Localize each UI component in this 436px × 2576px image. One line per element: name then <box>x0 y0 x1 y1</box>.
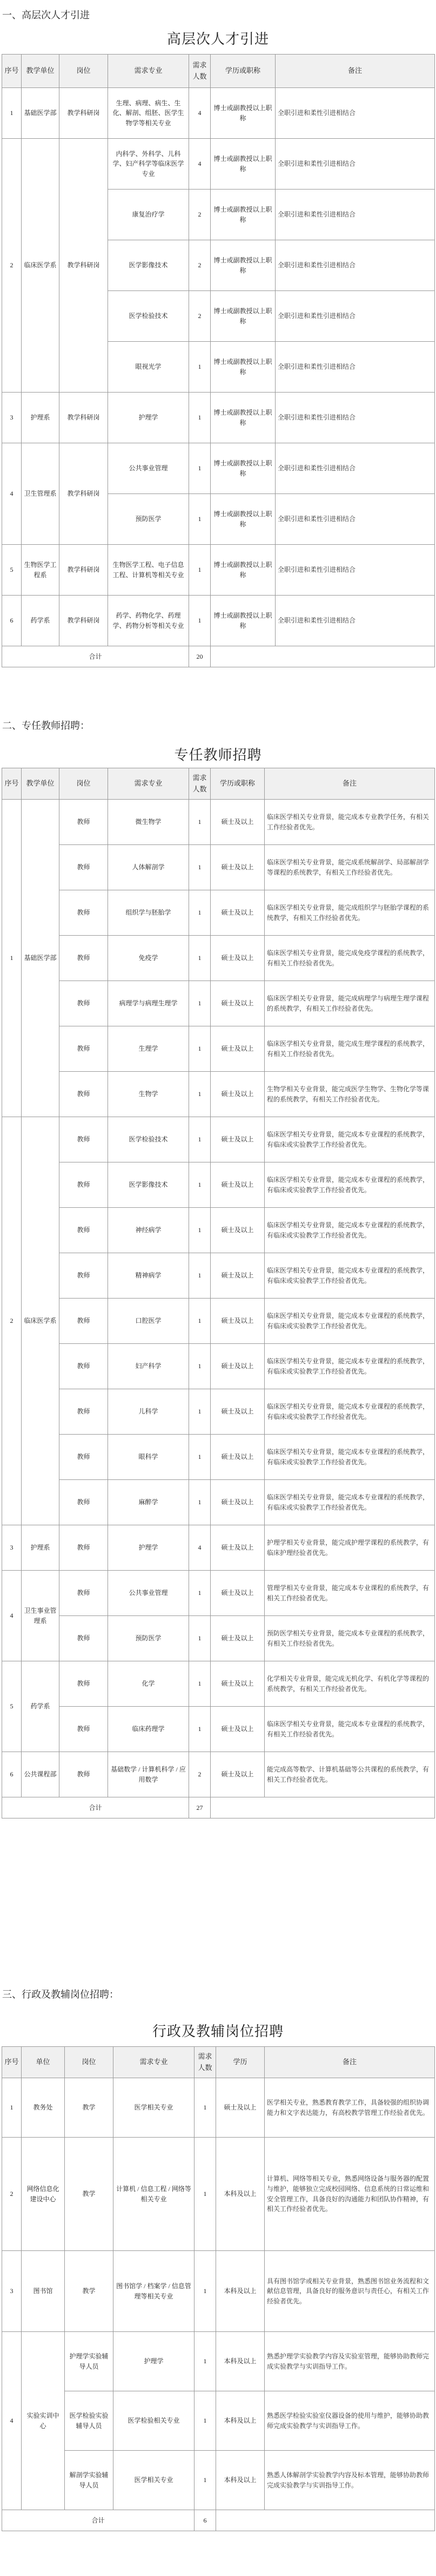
column-header: 备注 <box>265 768 435 800</box>
education-cell: 硕士及以上 <box>211 1616 265 1661</box>
row-number: 2 <box>2 1117 22 1525</box>
column-header: 教学单位 <box>22 768 59 800</box>
education-cell: 博士或副教授以上职称 <box>211 545 276 596</box>
column-header: 序号 <box>2 55 22 88</box>
major-cell: 生理、病理、病生、生化、解剖、组胚、医学生物学等相关专业 <box>108 88 189 139</box>
total-label: 合计 <box>2 646 189 667</box>
major-cell: 神经病学 <box>108 1208 189 1253</box>
count-cell: 2 <box>189 1752 211 1797</box>
post-cell: 教师 <box>59 1525 108 1571</box>
post-cell: 教学科研岗 <box>59 443 108 545</box>
major-cell: 眼视光学 <box>108 342 189 393</box>
education-cell: 硕士及以上 <box>211 1661 265 1707</box>
count-cell: 1 <box>189 1299 211 1344</box>
table-row <box>2 596 435 646</box>
post-cell: 教学 <box>65 2138 113 2251</box>
table-row <box>2 1752 435 1797</box>
count-cell: 1 <box>189 443 211 494</box>
post-cell: 教学 <box>65 2078 113 2138</box>
note-cell: 熟悉护理学实验教学内容及实验室管理，能够协助教师完成实验教学与实训指导工作。 <box>265 2332 435 2391</box>
count-cell: 1 <box>189 1208 211 1253</box>
note-cell: 全职引进和柔性引进相结合 <box>276 291 435 342</box>
major-cell: 护理学 <box>113 2332 194 2391</box>
note-cell: 临床医学相关专业背景，能完成免疫学课程的系统教学，有相关工作经验者优先。 <box>265 936 435 981</box>
row-number: 3 <box>2 393 22 443</box>
education-cell: 博士或副教授以上职称 <box>211 240 276 291</box>
total-row <box>2 2510 435 2531</box>
major-cell: 医学检验技术 <box>108 291 189 342</box>
section1-heading: 一、高层次人才引进 <box>2 10 90 21</box>
count-cell: 1 <box>194 2391 216 2451</box>
table-row <box>2 1162 435 1208</box>
unit-cell: 药学系 <box>22 596 59 646</box>
post-cell: 教师 <box>59 890 108 936</box>
count-cell: 1 <box>189 1616 211 1661</box>
major-cell: 微生物学 <box>108 800 189 845</box>
note-cell: 临床医学相关专业背景，能完成本专业课程的系统教学，有临床或实验教学工作经验者优先。 <box>265 1389 435 1435</box>
count-cell: 4 <box>189 1525 211 1571</box>
count-cell: 1 <box>189 494 211 545</box>
count-cell: 1 <box>189 596 211 646</box>
education-cell: 硕士及以上 <box>211 1208 265 1253</box>
post-cell: 教师 <box>59 1026 108 1072</box>
unit-cell: 护理系 <box>22 393 59 443</box>
post-cell: 教学科研岗 <box>59 88 108 139</box>
count-cell: 1 <box>189 890 211 936</box>
note-cell: 临床医学相关专业背景，能完成本专业教学任务，有相关工作经验者优先。 <box>265 800 435 845</box>
post-cell: 医学检验实验辅导人员 <box>65 2391 113 2451</box>
post-cell: 教学科研岗 <box>59 393 108 443</box>
education-cell: 硕士及以上 <box>211 981 265 1026</box>
major-cell: 医学影像技术 <box>108 1162 189 1208</box>
table-row <box>2 1299 435 1344</box>
education-cell: 博士或副教授以上职称 <box>211 443 276 494</box>
major-cell: 医学检验相关专业 <box>113 2391 194 2451</box>
column-header: 序号 <box>2 2047 22 2078</box>
major-cell: 妇产科学 <box>108 1344 189 1389</box>
note-cell: 能完成高等数学、计算机基础等公共课程的系统教学，有相关工作经验者优先。 <box>265 1752 435 1797</box>
education-cell: 博士或副教授以上职称 <box>211 88 276 139</box>
count-cell: 1 <box>189 1026 211 1072</box>
education-cell: 博士或副教授以上职称 <box>211 291 276 342</box>
note-cell: 临床医学相关专业背景，能完成本专业课程的系统教学，有临床或实验教学工作经验者优先。 <box>265 1299 435 1344</box>
major-cell: 精神病学 <box>108 1253 189 1299</box>
table-row <box>2 1344 435 1389</box>
count-cell: 1 <box>189 545 211 596</box>
column-header: 需求人数 <box>194 2047 216 2078</box>
note-cell: 临床医学相关专业背景，能完成本专业课程的系统教学，有临床或实验教学工作经验者优先。 <box>265 1117 435 1162</box>
note-cell: 临床医学相关专业背景，能完成组织学与胚胎学课程的系统教学，有相关工作经验者优先。 <box>265 890 435 936</box>
unit-cell: 基础医学部 <box>22 88 59 139</box>
table-row <box>2 1208 435 1253</box>
note-cell: 全职引进和柔性引进相结合 <box>276 596 435 646</box>
row-number: 3 <box>2 2251 22 2332</box>
column-header: 学历或职称 <box>211 768 265 800</box>
table-row <box>2 2391 435 2451</box>
count-cell: 1 <box>194 2332 216 2391</box>
major-cell: 组织学与胚胎学 <box>108 890 189 936</box>
count-cell: 4 <box>189 139 211 190</box>
count-cell: 1 <box>189 981 211 1026</box>
post-cell: 教师 <box>59 1162 108 1208</box>
education-cell: 博士或副教授以上职称 <box>211 139 276 190</box>
table-row <box>2 845 435 890</box>
table-row <box>2 139 435 190</box>
table-row <box>2 981 435 1026</box>
note-cell: 临床医学相关专业背景，能完成本专业课程的系统教学，有临床或实验教学工作经验者优先。 <box>265 1253 435 1299</box>
table-row <box>2 1026 435 1072</box>
column-header: 学历或职称 <box>211 55 276 88</box>
major-cell: 化学 <box>108 1661 189 1707</box>
major-cell: 临床药理学 <box>108 1707 189 1752</box>
total-empty <box>211 646 435 667</box>
education-cell: 硕士及以上 <box>211 800 265 845</box>
total-empty <box>216 2510 435 2531</box>
note-cell: 临床医学相关专业背景，能完成病理学与病理生理学课程的系统教学，有相关工作经验者优先。 <box>265 981 435 1026</box>
table-row <box>2 1571 435 1616</box>
post-cell: 教师 <box>59 936 108 981</box>
table-row <box>2 936 435 981</box>
column-header: 需求专业 <box>108 55 189 88</box>
count-cell: 1 <box>189 845 211 890</box>
row-number: 4 <box>2 1571 22 1661</box>
count-cell: 1 <box>189 393 211 443</box>
major-cell: 口腔医学 <box>108 1299 189 1344</box>
section2-title: 专任教师招聘 <box>174 747 262 763</box>
post-cell: 教学科研岗 <box>59 139 108 393</box>
unit-cell: 生物医学工程系 <box>22 545 59 596</box>
total-row <box>2 646 435 667</box>
post-cell: 教师 <box>59 1707 108 1752</box>
education-cell: 硕士及以上 <box>211 936 265 981</box>
post-cell: 护理学实验辅导人员 <box>65 2332 113 2391</box>
row-number: 1 <box>2 88 22 139</box>
row-number: 2 <box>2 2138 22 2251</box>
post-cell: 教师 <box>59 1072 108 1117</box>
column-header: 岗位 <box>59 768 108 800</box>
row-number: 6 <box>2 596 22 646</box>
count-cell: 1 <box>194 2251 216 2332</box>
post-cell: 教师 <box>59 981 108 1026</box>
education-cell: 博士或副教授以上职称 <box>211 393 276 443</box>
post-cell: 教师 <box>59 1389 108 1435</box>
column-header: 教学单位 <box>22 55 59 88</box>
table-row <box>2 1480 435 1525</box>
row-number: 5 <box>2 1661 22 1752</box>
major-cell: 医学相关专业 <box>113 2451 194 2510</box>
count-cell: 1 <box>189 1480 211 1525</box>
count-cell: 1 <box>189 1661 211 1707</box>
unit-cell: 实验实训中心 <box>22 2332 65 2510</box>
note-cell: 计算机、网络等相关专业，熟悉网络设备与服务器的配置与维护，能够独立完成校园网络、信息系统的日常运维和安全管理工作，具备良好的沟通能力和团队协作精神，有相关工作经验者优先。 <box>265 2138 435 2251</box>
count-cell: 2 <box>189 240 211 291</box>
table-row <box>2 2332 435 2391</box>
education-cell: 硕士及以上 <box>211 1525 265 1571</box>
post-cell: 教师 <box>59 1661 108 1707</box>
table-row <box>2 2138 435 2251</box>
note-cell: 临床医学相关专业背景，能完成系统解剖学、局部解剖学等课程的系统教学，有相关工作经验者优先。 <box>265 845 435 890</box>
post-cell: 教学科研岗 <box>59 596 108 646</box>
table-row <box>2 545 435 596</box>
table-row <box>2 1117 435 1162</box>
column-header: 单位 <box>22 2047 65 2078</box>
table-row <box>2 1525 435 1571</box>
post-cell: 教师 <box>59 1117 108 1162</box>
note-cell: 预防医学相关专业背景，能完成本专业课程的系统教学，有相关工作经验者优先。 <box>265 1616 435 1661</box>
major-cell: 公共事业管理 <box>108 443 189 494</box>
note-cell: 熟悉医学检验实验室仪器设备的使用与维护，能够协助教师完成实验教学与实训指导工作。 <box>265 2391 435 2451</box>
count-cell: 1 <box>189 342 211 393</box>
major-cell: 儿科学 <box>108 1389 189 1435</box>
post-cell: 教师 <box>59 1208 108 1253</box>
education-cell: 硕士及以上 <box>211 1752 265 1797</box>
table-row <box>2 2251 435 2332</box>
count-cell: 2 <box>189 291 211 342</box>
major-cell: 药学、药物化学、药理学、药物分析等相关专业 <box>108 596 189 646</box>
education-cell: 本科及以上 <box>216 2391 265 2451</box>
note-cell: 化学相关专业背景，能完成无机化学、有机化学等课程的系统教学，有相关工作经验者优先。 <box>265 1661 435 1707</box>
education-cell: 硕士及以上 <box>211 1026 265 1072</box>
major-cell: 计算机 / 信息工程 / 网络等相关专业 <box>113 2138 194 2251</box>
education-cell: 硕士及以上 <box>211 1117 265 1162</box>
table-row <box>2 890 435 936</box>
post-cell: 教学 <box>65 2251 113 2332</box>
note-cell: 全职引进和柔性引进相结合 <box>276 139 435 190</box>
post-cell: 教师 <box>59 1480 108 1525</box>
education-cell: 硕士及以上 <box>211 1707 265 1752</box>
education-cell: 硕士及以上 <box>211 1344 265 1389</box>
education-cell: 本科及以上 <box>216 2251 265 2332</box>
note-cell: 全职引进和柔性引进相结合 <box>276 88 435 139</box>
row-number: 4 <box>2 443 22 545</box>
note-cell: 临床医学相关专业背景，能完成本专业课程的系统教学，有临床或实验教学工作经验者优先。 <box>265 1435 435 1480</box>
table-row <box>2 393 435 443</box>
unit-cell: 临床医学系 <box>22 139 59 393</box>
section2-heading: 二、专任教师招聘： <box>2 720 90 731</box>
table-row <box>2 1435 435 1480</box>
note-cell: 全职引进和柔性引进相结合 <box>276 494 435 545</box>
column-header: 备注 <box>276 55 435 88</box>
row-number: 1 <box>2 2078 22 2138</box>
major-cell: 图书馆学 / 档案学 / 信息管理等相关专业 <box>113 2251 194 2332</box>
row-number: 6 <box>2 1752 22 1797</box>
table-row <box>2 1072 435 1117</box>
major-cell: 生理学 <box>108 1026 189 1072</box>
count-cell: 1 <box>189 1389 211 1435</box>
note-cell: 临床医学相关专业背景，能完成本专业课程的系统教学，有临床或实验教学工作经验者优先。 <box>265 1344 435 1389</box>
total-value: 27 <box>189 1797 211 1818</box>
section1-title: 高层次人才引进 <box>166 31 269 47</box>
total-row <box>2 1797 435 1818</box>
major-cell: 预防医学 <box>108 1616 189 1661</box>
post-cell: 教师 <box>59 1752 108 1797</box>
post-cell: 教师 <box>59 1344 108 1389</box>
teacher-recruitment-table <box>2 768 435 1818</box>
education-cell: 硕士及以上 <box>211 1389 265 1435</box>
major-cell: 内科学、外科学、儿科学、妇产科学等临床医学专业 <box>108 139 189 190</box>
major-cell: 康复治疗学 <box>108 190 189 240</box>
count-cell: 1 <box>189 1117 211 1162</box>
post-cell: 教师 <box>59 800 108 845</box>
post-cell: 教师 <box>59 1299 108 1344</box>
note-cell: 熟悉人体解剖学实验教学内容及标本管理，能够协助教师完成实验教学与实训指导工作。 <box>265 2451 435 2510</box>
major-cell: 生物学 <box>108 1072 189 1117</box>
education-cell: 硕士及以上 <box>216 2078 265 2138</box>
count-cell: 1 <box>189 1571 211 1616</box>
education-cell: 硕士及以上 <box>211 845 265 890</box>
major-cell: 护理学 <box>108 1525 189 1571</box>
total-label: 合计 <box>2 1797 189 1818</box>
total-value: 20 <box>189 646 211 667</box>
education-cell: 硕士及以上 <box>211 1435 265 1480</box>
table-row <box>2 1661 435 1707</box>
major-cell: 基础数学 / 计算机科学 / 应用数学 <box>108 1752 189 1797</box>
post-cell: 教师 <box>59 1616 108 1661</box>
unit-cell: 教务处 <box>22 2078 65 2138</box>
table-row <box>2 443 435 494</box>
education-cell: 博士或副教授以上职称 <box>211 494 276 545</box>
major-cell: 病理学与病理生理学 <box>108 981 189 1026</box>
column-header: 学历 <box>216 2047 265 2078</box>
education-cell: 硕士及以上 <box>211 1571 265 1616</box>
post-cell: 教学科研岗 <box>59 545 108 596</box>
major-cell: 医学影像技术 <box>108 240 189 291</box>
count-cell: 1 <box>189 1162 211 1208</box>
education-cell: 本科及以上 <box>216 2451 265 2510</box>
education-cell: 本科及以上 <box>216 2138 265 2251</box>
major-cell: 眼科学 <box>108 1435 189 1480</box>
education-cell: 博士或副教授以上职称 <box>211 342 276 393</box>
post-cell: 教师 <box>59 1571 108 1616</box>
education-cell: 硕士及以上 <box>211 1162 265 1208</box>
row-number: 3 <box>2 1525 22 1571</box>
note-cell: 全职引进和柔性引进相结合 <box>276 342 435 393</box>
row-number: 4 <box>2 2332 22 2510</box>
total-empty <box>211 1797 435 1818</box>
education-cell: 硕士及以上 <box>211 1299 265 1344</box>
major-cell: 公共事业管理 <box>108 1571 189 1616</box>
major-cell: 医学检验技术 <box>108 1117 189 1162</box>
total-value: 6 <box>194 2510 216 2531</box>
table-row <box>2 2451 435 2510</box>
count-cell: 1 <box>194 2451 216 2510</box>
unit-cell: 基础医学部 <box>22 800 59 1117</box>
note-cell: 临床医学相关专业背景，能完成本专业课程的系统教学，有相关工作经验者优先。 <box>265 1707 435 1752</box>
table-row <box>2 800 435 845</box>
column-header: 岗位 <box>59 55 108 88</box>
section3-heading: 三、行政及教辅岗位招聘： <box>2 1989 119 2000</box>
count-cell: 2 <box>189 190 211 240</box>
count-cell: 1 <box>189 1072 211 1117</box>
count-cell: 1 <box>194 2078 216 2138</box>
education-cell: 硕士及以上 <box>211 890 265 936</box>
table-row <box>2 1616 435 1661</box>
count-cell: 1 <box>189 936 211 981</box>
table-row <box>2 2078 435 2138</box>
note-cell: 全职引进和柔性引进相结合 <box>276 393 435 443</box>
column-header: 备注 <box>265 2047 435 2078</box>
education-cell: 硕士及以上 <box>211 1072 265 1117</box>
major-cell: 麻醉学 <box>108 1480 189 1525</box>
column-header: 需求人数 <box>189 768 211 800</box>
major-cell: 免疫学 <box>108 936 189 981</box>
column-header: 岗位 <box>65 2047 113 2078</box>
count-cell: 1 <box>189 800 211 845</box>
major-cell: 生物医学工程、电子信息工程、计算机等相关专业 <box>108 545 189 596</box>
note-cell: 临床医学相关专业背景，能完成生理学课程的系统教学，有相关工作经验者优先。 <box>265 1026 435 1072</box>
count-cell: 1 <box>189 1707 211 1752</box>
unit-cell: 护理系 <box>22 1525 59 1571</box>
note-cell: 护理学相关专业背景，能完成护理学课程的系统教学，有临床护理经验者优先。 <box>265 1525 435 1571</box>
table-row <box>2 1389 435 1435</box>
unit-cell: 公共课程部 <box>22 1752 59 1797</box>
education-cell: 博士或副教授以上职称 <box>211 596 276 646</box>
post-cell: 教师 <box>59 1253 108 1299</box>
education-cell: 硕士及以上 <box>211 1480 265 1525</box>
table-row <box>2 1707 435 1752</box>
count-cell: 1 <box>189 1435 211 1480</box>
unit-cell: 卫生管理系 <box>22 443 59 545</box>
count-cell: 1 <box>189 1344 211 1389</box>
note-cell: 全职引进和柔性引进相结合 <box>276 443 435 494</box>
row-number: 1 <box>2 800 22 1117</box>
unit-cell: 临床医学系 <box>22 1117 59 1525</box>
note-cell: 临床医学相关专业背景，能完成本专业课程的系统教学，有临床或实验教学工作经验者优先。 <box>265 1208 435 1253</box>
post-cell: 解剖学实验辅导人员 <box>65 2451 113 2510</box>
column-header: 需求人数 <box>189 55 211 88</box>
education-cell: 博士或副教授以上职称 <box>211 190 276 240</box>
note-cell: 管理学相关专业背景，能完成本专业课程的系统教学，有相关工作经验者优先。 <box>265 1571 435 1616</box>
unit-cell: 网络信息化建设中心 <box>22 2138 65 2251</box>
unit-cell: 图书馆 <box>22 2251 65 2332</box>
row-number: 2 <box>2 139 22 393</box>
note-cell: 生物学相关专业背景，能完成医学生物学、生物化学等课程的系统教学，有相关工作经验者优先。 <box>265 1072 435 1117</box>
note-cell: 全职引进和柔性引进相结合 <box>276 190 435 240</box>
count-cell: 4 <box>189 88 211 139</box>
table-row <box>2 1253 435 1299</box>
note-cell: 临床医学相关专业背景，能完成本专业课程的系统教学，有临床或实验教学工作经验者优先。 <box>265 1162 435 1208</box>
total-label: 合计 <box>2 2510 194 2531</box>
post-cell: 教师 <box>59 845 108 890</box>
count-cell: 1 <box>194 2138 216 2251</box>
section3-title: 行政及教辅岗位招聘 <box>152 2024 284 2039</box>
unit-cell: 药学系 <box>22 1661 59 1752</box>
column-header: 需求专业 <box>113 2047 194 2078</box>
major-cell: 护理学 <box>108 393 189 443</box>
note-cell: 医学相关专业，熟悉教育教学工作，具备较强的组织协调能力和文字表达能力，有高校教学管理工作经验者优先。 <box>265 2078 435 2138</box>
table-row <box>2 88 435 139</box>
note-cell: 具有图书馆学或相关专业背景，熟悉图书馆业务流程和文献信息管理，具备良好的服务意识与责任心，有相关工作经验者优先。 <box>265 2251 435 2332</box>
count-cell: 1 <box>189 1253 211 1299</box>
column-header: 需求专业 <box>108 768 189 800</box>
major-cell: 人体解剖学 <box>108 845 189 890</box>
row-number: 5 <box>2 545 22 596</box>
high-level-talent-table <box>2 54 435 667</box>
education-cell: 本科及以上 <box>216 2332 265 2391</box>
admin-staff-table <box>2 2046 435 2531</box>
major-cell: 医学相关专业 <box>113 2078 194 2138</box>
major-cell: 预防医学 <box>108 494 189 545</box>
unit-cell: 卫生事业管理系 <box>22 1571 59 1661</box>
note-cell: 全职引进和柔性引进相结合 <box>276 240 435 291</box>
note-cell: 全职引进和柔性引进相结合 <box>276 545 435 596</box>
education-cell: 硕士及以上 <box>211 1253 265 1299</box>
post-cell: 教师 <box>59 1435 108 1480</box>
note-cell: 临床医学相关专业背景，能完成本专业课程的系统教学，有临床或实验教学工作经验者优先。 <box>265 1480 435 1525</box>
column-header: 序号 <box>2 768 22 800</box>
